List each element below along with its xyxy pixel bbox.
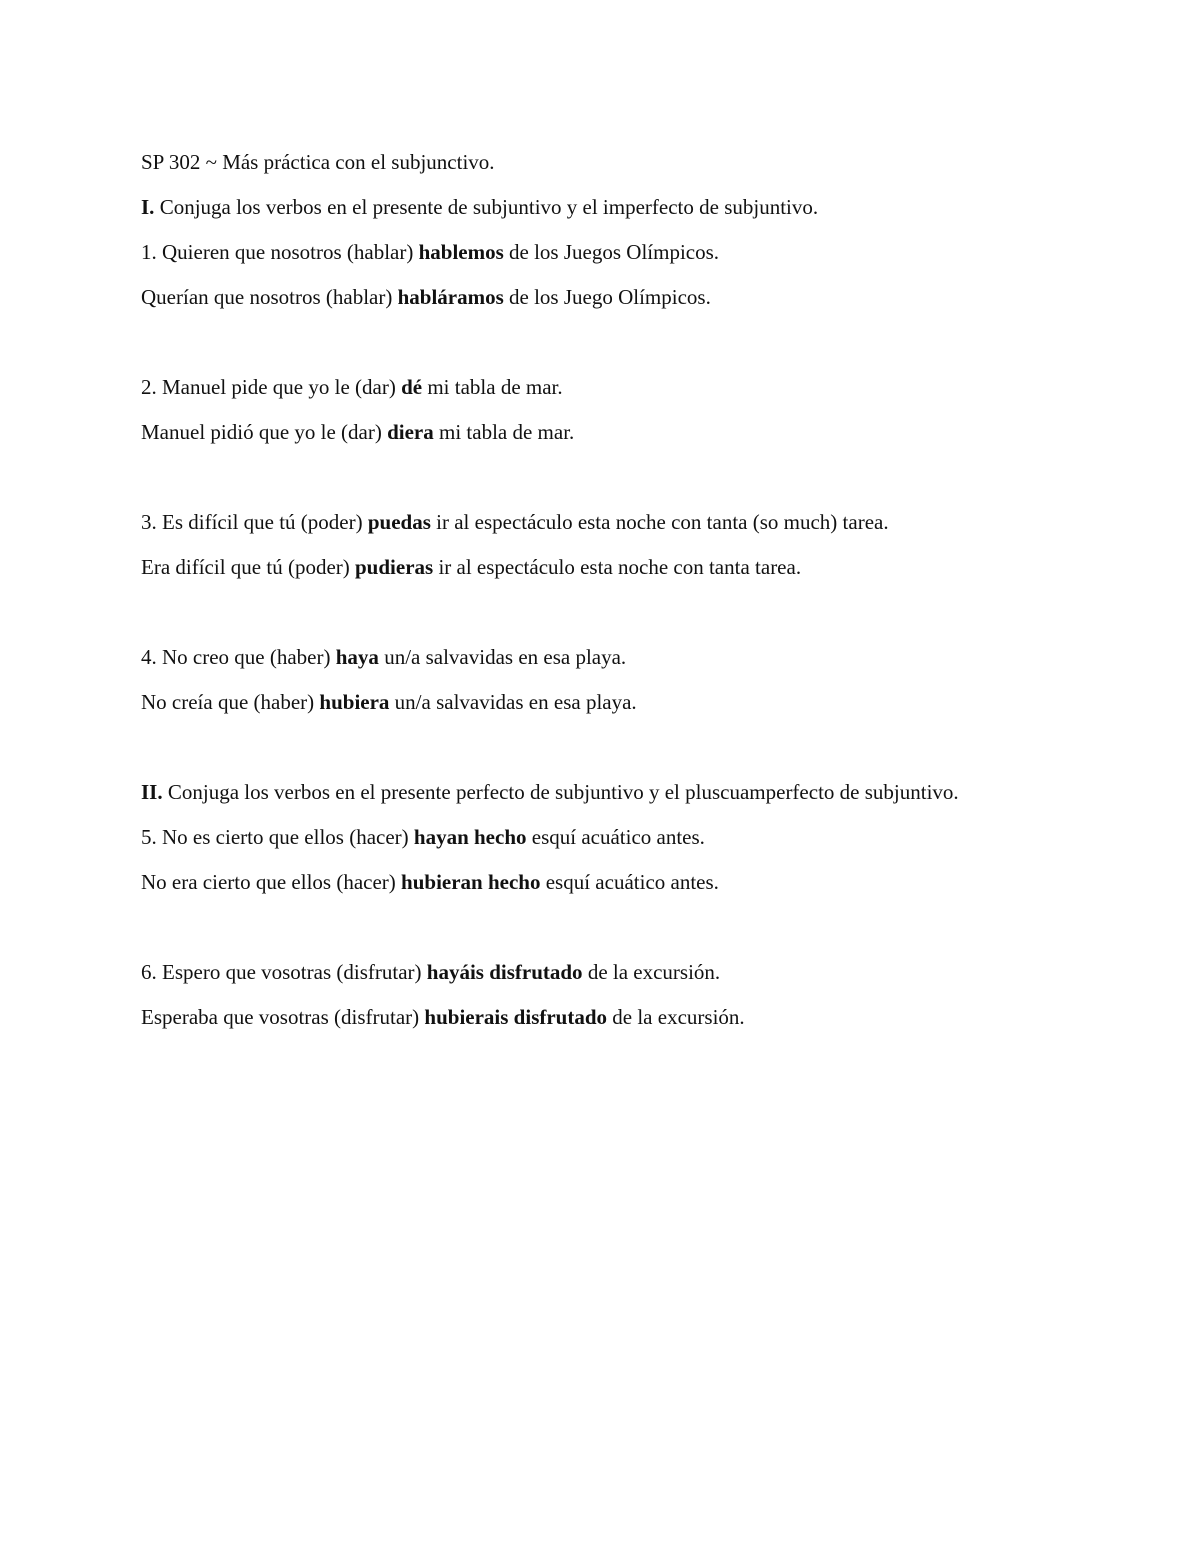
sentence-text: 6. Espero que vosotras (disfrutar) — [141, 960, 427, 984]
exercise-4-present — [141, 635, 1141, 680]
answer: hayáis disfrutado — [426, 960, 583, 984]
answer: hablemos — [418, 240, 504, 264]
exercise-3-present — [141, 500, 1141, 545]
exercise-1-present — [141, 230, 1141, 275]
answer: hayan hecho — [413, 825, 527, 849]
answer: puedas — [367, 510, 431, 534]
exercise-4-past — [141, 680, 1141, 725]
sentence-text: Manuel pidió que yo le (dar) — [141, 420, 388, 444]
answer: pudieras — [355, 555, 434, 579]
exercise-3-past — [141, 545, 1141, 590]
sentence-text: ir al espectáculo esta noche con tanta tarea. — [433, 555, 802, 579]
sentence-text: 1. Quieren que nosotros (hablar) — [141, 240, 419, 264]
sentence-text: ir al espectáculo esta noche con tanta (so much) tarea. — [430, 510, 889, 534]
answer: diera — [387, 420, 434, 444]
answer: dé — [401, 375, 423, 399]
exercise-5-present — [141, 815, 1141, 860]
blank-line — [141, 905, 1141, 950]
exercise-2-present — [141, 365, 1141, 410]
sentence-text: mi tabla de mar. — [433, 420, 575, 444]
sentence-text: No creía que (haber) — [141, 690, 320, 714]
sentence-text: de la excursión. — [607, 1005, 745, 1029]
document-title: SP 302 ~ Más práctica con el subjunctivo. — [141, 150, 495, 174]
sentence-text: 4. No creo que (haber) — [141, 645, 336, 669]
exercise-6-present — [141, 950, 1141, 995]
sentence-text: esquí acuático antes. — [540, 870, 719, 894]
blank-line — [141, 590, 1141, 635]
sentence-text: Era difícil que tú (poder) — [141, 555, 355, 579]
answer: hubieran hecho — [401, 870, 541, 894]
exercise-1-past — [141, 275, 1141, 320]
section-2-instruction — [141, 770, 1141, 815]
sentence-text: un/a salvavidas en esa playa. — [389, 690, 637, 714]
section-1-label: I. — [141, 195, 155, 219]
sentence-text: 3. Es difícil que tú (poder) — [141, 510, 368, 534]
answer: haya — [335, 645, 379, 669]
sentence-text: 2. Manuel pide que yo le (dar) — [141, 375, 402, 399]
sentence-text: esquí acuático antes. — [526, 825, 705, 849]
sentence-text: de los Juego Olímpicos. — [503, 285, 711, 309]
answer: habláramos — [397, 285, 504, 309]
blank-line — [141, 725, 1141, 770]
answer: hubierais disfrutado — [424, 1005, 608, 1029]
blank-line — [141, 320, 1141, 365]
sentence-text: mi tabla de mar. — [422, 375, 563, 399]
section-2-label: II. — [141, 780, 163, 804]
exercise-5-past — [141, 860, 1141, 905]
section-2-instruction-text: Conjuga los verbos en el presente perfecto de subjuntivo y el pluscuamperfecto de subjuntivo. — [162, 780, 959, 804]
sentence-text: Querían que nosotros (hablar) — [141, 285, 398, 309]
sentence-text: Esperaba que vosotras (disfrutar) — [141, 1005, 425, 1029]
sentence-text: de los Juegos Olímpicos. — [503, 240, 720, 264]
section-1-instruction — [141, 185, 1141, 230]
exercise-2-past — [141, 410, 1141, 455]
document-body — [141, 140, 1141, 1040]
sentence-text: 5. No es cierto que ellos (hacer) — [141, 825, 414, 849]
blank-line — [141, 455, 1141, 500]
sentence-text: No era cierto que ellos (hacer) — [141, 870, 402, 894]
sentence-text: un/a salvavidas en esa playa. — [378, 645, 627, 669]
sentence-text: de la excursión. — [582, 960, 721, 984]
section-1-instruction-text: Conjuga los verbos en el presente de subjuntivo y el imperfecto de subjuntivo. — [154, 195, 819, 219]
exercise-6-past — [141, 995, 1141, 1040]
answer: hubiera — [319, 690, 390, 714]
